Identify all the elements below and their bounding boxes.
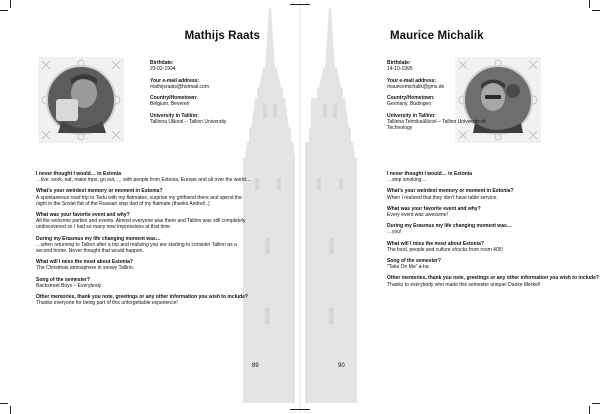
university-label: University in Tallinn:	[387, 112, 436, 119]
answer: …stop smoking…	[387, 177, 427, 184]
crop-mark	[10, 406, 11, 414]
question: I never thought I would… in Estonia	[36, 171, 121, 177]
email-value: mathijsraats@hotmail.com	[150, 83, 209, 90]
tower-watermark-icon	[305, 8, 375, 403]
page-number: 89	[252, 363, 259, 369]
question: What was your favorite event and why?	[36, 212, 130, 219]
crop-mark	[0, 403, 8, 404]
profile-info	[387, 60, 507, 137]
crop-mark	[290, 4, 310, 5]
answer: Backstreet Boys – Everybody	[36, 282, 102, 289]
answer: The Christmas atmosphere in snowy Tallinn.	[36, 265, 135, 272]
email-label: Your e-mail address:	[150, 77, 200, 84]
question: During my Erasmus my life changing moment was…	[387, 223, 512, 230]
answer: Thanks to everybody who made this semester unique! Danke Merkel!	[387, 281, 541, 288]
university-label: University in Tallinn:	[150, 112, 199, 119]
profile-info	[150, 60, 270, 130]
birthdate-label: Birthdate:	[387, 60, 411, 66]
email-label: Your e-mail address:	[387, 77, 437, 84]
answer: …when returning to Tallinn after a trip and realizing you are starting to consider Tallinn as a second home. Never thought that would happen.	[36, 241, 237, 255]
crop-mark	[589, 406, 590, 414]
person-name: Mathijs Raats	[184, 30, 260, 42]
question: Song of the semester?	[387, 258, 441, 265]
country-label: Country/Hometown:	[387, 95, 435, 102]
answer: …live, work, eat, make trips, go out, … with people from Estonia, Europe and all over the world…	[36, 177, 251, 184]
country-value: Belgium, Beveren	[150, 101, 190, 108]
answer: The food, people and culture shocks from room 405!	[387, 246, 503, 253]
answer: “Take On Me” a-ha	[387, 264, 429, 271]
questionnaire	[387, 171, 600, 293]
crop-mark	[10, 0, 11, 8]
crop-mark	[290, 409, 310, 410]
question: I never thought I would… in Estonia	[387, 171, 472, 177]
question: What’s your weirdest memory or moment in Estonia?	[36, 188, 163, 195]
birthdate-value: 23-02-1994	[150, 66, 176, 73]
question: What was your favorite event and why?	[387, 205, 481, 212]
question: What’s your weirdest memory or moment in Estonia?	[387, 188, 514, 195]
question: What will I miss the most about Estonia?	[387, 240, 484, 247]
answer: Thanks everyone for being part of this unforgettable experience!	[36, 300, 178, 307]
right-page	[302, 0, 600, 414]
country-label: Country/Hometown:	[150, 95, 198, 102]
answer: Every event was awesome!	[387, 212, 448, 219]
answer: …you!	[387, 229, 402, 236]
page-number: 90	[338, 363, 345, 369]
question: Other memories, thank you note, greetings or any other information you wish to include?	[387, 275, 599, 282]
country-value: Germany, Büdingen	[387, 101, 432, 108]
university-value: Tallinna Tehnikaülikool – Tallinn University of Technology	[387, 119, 486, 132]
birthdate-label: Birthdate:	[150, 60, 174, 66]
answer: When I realized that they don’t have table service.	[387, 194, 498, 201]
question: Song of the semester?	[36, 276, 90, 283]
book-gutter	[299, 0, 301, 414]
answer: All the welcome parties and events. Almost everyone was there and Tallinn was still completely undiscovered so I had so many new impressions at that time.	[36, 218, 246, 231]
crop-mark	[589, 0, 590, 8]
left-page	[0, 0, 298, 414]
crop-mark	[592, 403, 600, 404]
portrait-photo	[38, 57, 124, 143]
person-name: Maurice Michalik	[390, 30, 484, 42]
email-value: mauricemichalik@gmx.de	[387, 83, 445, 90]
question: Other memories, thank you note, greetings or any other information you wish to include?	[36, 294, 248, 301]
university-value: Tallinna Ülikool – Tallinn University	[150, 119, 227, 126]
questionnaire	[36, 171, 251, 311]
crop-mark	[592, 10, 600, 11]
crop-mark	[0, 10, 8, 11]
question: What will I miss the most about Estonia?	[36, 259, 133, 266]
question: During my Erasmus my life changing moment was…	[36, 235, 161, 242]
answer: A spontaneous road trip to Tartu with my flatmates, surprise my girlfriend there and spend the night in the Soviet flat of the Russian step dad of my flatmate (thanks Andrei!..)	[36, 194, 242, 207]
birthdate-value: 14-10-1995	[387, 66, 413, 73]
